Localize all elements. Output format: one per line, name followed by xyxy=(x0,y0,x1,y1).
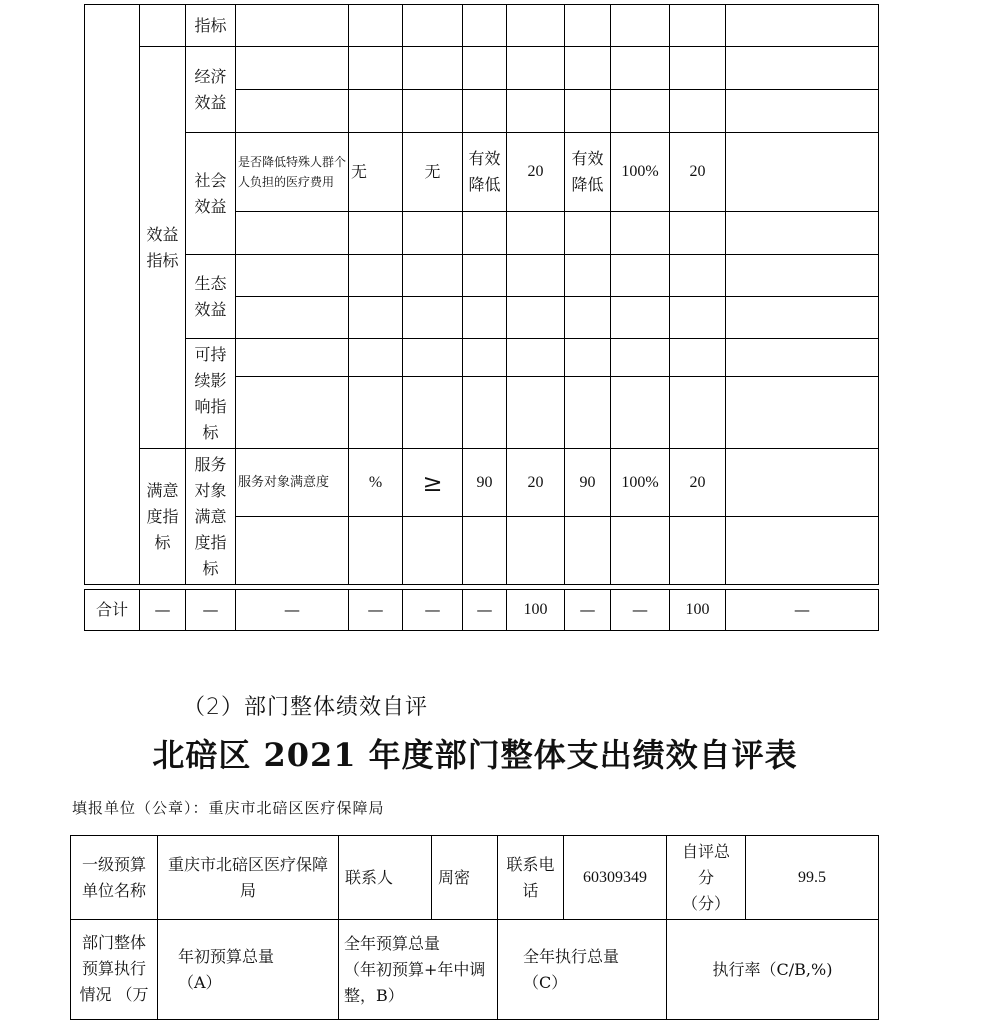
satisfaction-weight: 20 xyxy=(507,449,565,517)
initial-budget-header: 年初预算总量 （A） xyxy=(158,920,339,1020)
contact-label: 联系人 xyxy=(339,836,432,920)
economic-benefit-label: 经济效益 xyxy=(186,47,236,133)
social-score: 20 xyxy=(670,133,726,212)
phone-label: 联系电话 xyxy=(498,836,564,920)
benefit-indicator-label: 效益指标 xyxy=(140,47,186,449)
outer-left-cell xyxy=(85,5,140,585)
reporting-unit-line: 填报单位（公章）：重庆市北碚区医疗保障局 xyxy=(72,799,385,817)
total-dash: — xyxy=(186,590,236,631)
social-unit: 无 xyxy=(349,133,403,212)
satisfaction-score: 20 xyxy=(670,449,726,517)
self-score-label: 自评总分（分） xyxy=(667,836,746,920)
social-completion: 100% xyxy=(611,133,670,212)
full-budget-header: 全年预算总量 （年初预算+年中调整，B） xyxy=(339,920,498,1020)
service-satisfaction-label: 服务对象满意度指标 xyxy=(186,449,236,585)
total-dash: — xyxy=(611,590,670,631)
contact-name: 周密 xyxy=(432,836,498,920)
sustainable-impact-label: 可持续影响指标 xyxy=(186,339,236,449)
page-title: 北碚区 2021 年度部门整体支出绩效自评表 xyxy=(152,736,798,774)
total-dash: — xyxy=(565,590,611,631)
total-dash: — xyxy=(349,590,403,631)
satisfaction-completion: 100% xyxy=(611,449,670,517)
satisfaction-indicator-name: 服务对象满意度 xyxy=(236,449,349,517)
satisfaction-unit: % xyxy=(349,449,403,517)
total-dash: — xyxy=(140,590,186,631)
total-row-table xyxy=(84,589,879,631)
unit-name: 重庆市北碚区医疗保障局 xyxy=(158,836,339,920)
total-score: 100 xyxy=(670,590,726,631)
performance-indicator-table xyxy=(84,4,879,585)
social-operator: 无 xyxy=(403,133,463,212)
self-score-value: 99.5 xyxy=(746,836,879,920)
exec-rate-header: 执行率（C/B,%) xyxy=(667,920,879,1020)
social-indicator-name: 是否降低特殊人群个人负担的医疗费用 xyxy=(236,133,349,212)
unit-label: 一级预算 单位名称 xyxy=(71,836,158,920)
satisfaction-target: 90 xyxy=(463,449,507,517)
total-dash: — xyxy=(403,590,463,631)
total-dash: — xyxy=(236,590,349,631)
row-label-zhibiao: 指标 xyxy=(186,5,236,47)
section-subheading: （2）部门整体绩效自评 xyxy=(183,695,428,720)
satisfaction-actual: 90 xyxy=(565,449,611,517)
department-summary-table xyxy=(70,835,879,1020)
eco-benefit-label: 生态效益 xyxy=(186,255,236,339)
phone-number: 60309349 xyxy=(564,836,667,920)
total-weight: 100 xyxy=(507,590,565,631)
full-exec-header: 全年执行总量 （C） xyxy=(498,920,667,1020)
social-weight: 20 xyxy=(507,133,565,212)
budget-exec-label: 部门整体预算执行情况 （万 xyxy=(71,920,158,1020)
empty-cell xyxy=(140,5,186,47)
social-actual: 有效降低 xyxy=(565,133,611,212)
total-dash: — xyxy=(463,590,507,631)
total-dash: — xyxy=(726,590,879,631)
total-label: 合计 xyxy=(85,590,140,631)
satisfaction-indicator-label: 满意度指标 xyxy=(140,449,186,585)
social-benefit-label: 社会效益 xyxy=(186,133,236,255)
social-target: 有效降低 xyxy=(463,133,507,212)
satisfaction-operator: ≥ xyxy=(403,449,463,517)
